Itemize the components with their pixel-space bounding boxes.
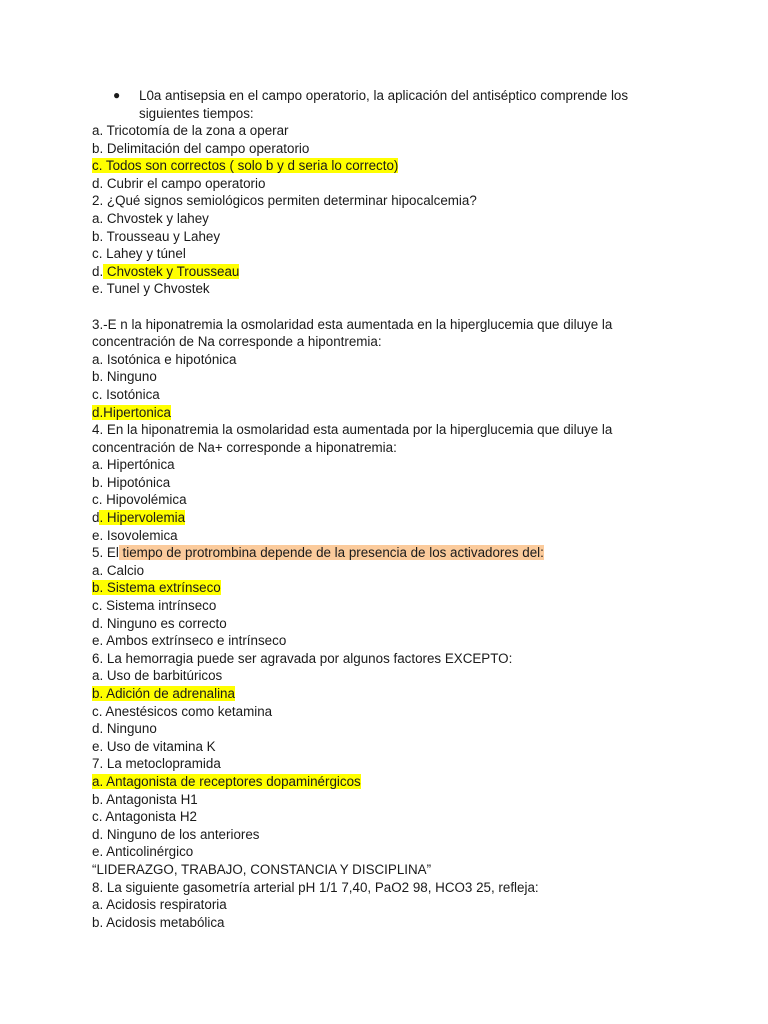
text-line bbox=[92, 421, 692, 439]
text-line bbox=[92, 140, 692, 158]
text-line bbox=[92, 192, 692, 210]
text-line bbox=[92, 509, 692, 527]
text-line bbox=[92, 386, 692, 404]
text-line bbox=[92, 791, 692, 809]
line-text: a. Hipertónica bbox=[92, 457, 175, 473]
text-line bbox=[92, 896, 692, 914]
line-text: e. Ambos extrínseco e intrínseco bbox=[92, 633, 287, 649]
highlighted-answer: Chvostek y Trousseau bbox=[103, 263, 240, 279]
line-text: 6. La hemorragia puede ser agravada por algunos factores EXCEPTO: bbox=[92, 650, 513, 666]
text-line bbox=[92, 738, 692, 756]
text-line bbox=[92, 157, 692, 175]
text-line bbox=[92, 456, 692, 474]
line-text: a. Isotónica e hipotónica bbox=[92, 351, 237, 367]
text-line bbox=[92, 879, 692, 897]
text-line bbox=[92, 175, 692, 193]
line-text: concentración de Na corresponde a hipontremia: bbox=[92, 334, 382, 350]
line-text: d. Ninguno es correcto bbox=[92, 615, 227, 631]
line-text: 7. La metoclopramida bbox=[92, 756, 221, 772]
line-text: 8. La siguiente gasometría arterial pH 1/1 7,40, PaO2 98, HCO3 25, refleja: bbox=[92, 879, 539, 895]
text-line bbox=[92, 316, 692, 334]
line-text: b. Ninguno bbox=[92, 369, 157, 385]
line-prefix: d. bbox=[92, 263, 104, 279]
line-text: b. Hipotónica bbox=[92, 474, 171, 490]
highlighted-answer: a. Antagonista de receptores dopaminérgicos bbox=[92, 773, 361, 789]
line-text: c. Hipovolémica bbox=[92, 492, 187, 508]
text-line bbox=[92, 491, 692, 509]
text-line bbox=[92, 245, 692, 263]
text-line bbox=[92, 843, 692, 861]
line-text: b. Acidosis metabólica bbox=[92, 914, 225, 930]
bullet-icon: ● bbox=[113, 88, 121, 102]
text-line bbox=[92, 650, 692, 668]
line-text: b. Delimitación del campo operatorio bbox=[92, 140, 310, 156]
line-text: c. Lahey y túnel bbox=[92, 246, 186, 262]
highlighted-answer: c. Todos son correctos ( solo b y d seria lo correcto) bbox=[92, 158, 399, 174]
text-line bbox=[92, 773, 692, 791]
highlighted-answer: d.Hipertonica bbox=[92, 404, 171, 420]
text-line bbox=[92, 368, 692, 386]
line-prefix: d bbox=[92, 510, 100, 526]
line-prefix: 5. El bbox=[92, 545, 119, 561]
line-text: c. Anestésicos como ketamina bbox=[92, 703, 273, 719]
text-line bbox=[92, 861, 692, 879]
line-text: c. Sistema intrínseco bbox=[92, 598, 217, 614]
text-line bbox=[92, 579, 692, 597]
line-text: e. Tunel y Chvostek bbox=[92, 281, 210, 297]
line-text: d. Cubrir el campo operatorio bbox=[92, 175, 266, 191]
text-line bbox=[92, 755, 692, 773]
text-line bbox=[92, 122, 692, 140]
bullet-text: L0a antisepsia en el campo operatorio, la aplicación del antiséptico comprende los siguientes tiempos: bbox=[139, 88, 629, 121]
text-line bbox=[92, 826, 692, 844]
line-text: d. Ninguno bbox=[92, 721, 157, 737]
line-text: a. Chvostek y lahey bbox=[92, 210, 209, 226]
line-text: 4. En la hiponatremia la osmolaridad esta aumentada por la hiperglucemia que diluye la bbox=[92, 422, 613, 438]
line-text: e. Anticolinérgico bbox=[92, 844, 194, 860]
text-line bbox=[92, 351, 692, 369]
line-text: concentración de Na+ corresponde a hiponatremia: bbox=[92, 439, 397, 455]
text-line bbox=[92, 228, 692, 246]
text-line bbox=[92, 808, 692, 826]
line-text: 2. ¿Qué signos semiológicos permiten determinar hipocalcemia? bbox=[92, 193, 477, 209]
text-line bbox=[92, 404, 692, 422]
text-line bbox=[92, 263, 692, 281]
text-line bbox=[92, 914, 692, 932]
highlighted-answer: b. Sistema extrínseco bbox=[92, 580, 221, 596]
line-text: “LIDERAZGO, TRABAJO, CONSTANCIA Y DISCIPLINA” bbox=[92, 861, 432, 877]
document-body bbox=[92, 122, 692, 931]
text-line bbox=[92, 615, 692, 633]
text-line bbox=[92, 685, 692, 703]
line-text: a. Tricotomía de la zona a operar bbox=[92, 123, 289, 138]
text-line bbox=[92, 703, 692, 721]
highlighted-answer: tiempo de protrombina depende de la presencia de los activadores del: bbox=[118, 545, 544, 561]
line-text: e. Isovolemica bbox=[92, 527, 178, 543]
line-text: c. Antagonista H2 bbox=[92, 809, 197, 825]
line-text: 3.-E n la hiponatremia la osmolaridad esta aumentada en la hiperglucemia que diluye la bbox=[92, 316, 613, 332]
line-text: a. Calcio bbox=[92, 562, 145, 578]
line-text: c. Isotónica bbox=[92, 386, 160, 402]
line-text: e. Uso de vitamina K bbox=[92, 738, 216, 754]
text-line bbox=[92, 439, 692, 457]
text-line bbox=[92, 210, 692, 228]
text-line bbox=[92, 562, 692, 580]
highlighted-answer: . Hipervolemia bbox=[99, 510, 186, 526]
line-text: a. Acidosis respiratoria bbox=[92, 897, 227, 913]
text-line bbox=[92, 474, 692, 492]
text-line bbox=[92, 298, 692, 316]
text-line bbox=[92, 333, 692, 351]
text-line bbox=[92, 632, 692, 650]
line-text: d. Ninguno de los anteriores bbox=[92, 826, 260, 842]
text-line bbox=[92, 280, 692, 298]
highlighted-answer: b. Adición de adrenalina bbox=[92, 686, 235, 701]
line-text: b. Trousseau y Lahey bbox=[92, 228, 221, 244]
text-line bbox=[92, 527, 692, 545]
bullet-item bbox=[113, 87, 673, 122]
line-text: a. Uso de barbitúricos bbox=[92, 668, 223, 684]
text-line bbox=[92, 597, 692, 615]
text-line bbox=[92, 720, 692, 738]
line-text: b. Antagonista H1 bbox=[92, 791, 198, 807]
text-line bbox=[92, 544, 692, 562]
text-line bbox=[92, 667, 692, 685]
